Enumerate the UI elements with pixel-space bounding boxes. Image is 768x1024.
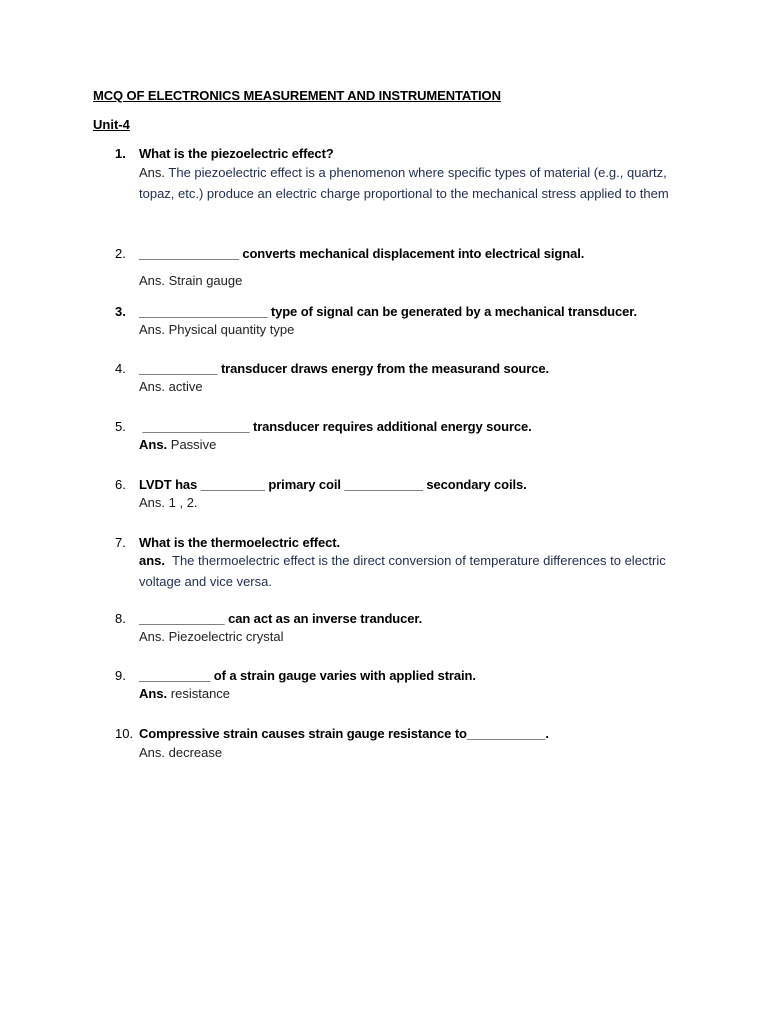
question-number: 2. — [115, 246, 126, 261]
answer-prefix: Ans. — [139, 273, 166, 288]
answer — [139, 551, 679, 592]
answer-text: The thermoelectric effect is the direct conversion of temperature differences to electric voltage and vice versa. — [139, 553, 670, 589]
answer — [139, 627, 679, 648]
answer-prefix: ans. — [139, 553, 166, 568]
answer-prefix: Ans. — [139, 379, 166, 394]
question-text: ____________ can act as an inverse tranducer. — [139, 611, 423, 626]
question-text: Compressive strain causes strain gauge resistance to___________. — [139, 726, 549, 741]
question-number: 4. — [115, 361, 126, 376]
question-text: _______________ transducer requires additional energy source. — [139, 419, 532, 434]
question-text: ___________ transducer draws energy from the measurand source. — [139, 361, 549, 376]
answer-text: resistance — [167, 686, 231, 701]
question-number: 7. — [115, 535, 126, 550]
answer-text: decrease — [165, 745, 223, 760]
question-number: 8. — [115, 611, 126, 626]
answer-text: The piezoelectric effect is a phenomenon where specific types of material (e.g., quartz, topaz, etc.) produce an electric charge proportional to the mechanical stress applied to them — [139, 165, 669, 201]
question-text: LVDT has _________ primary coil ___________ secondary coils. — [139, 477, 527, 492]
document-title: MCQ OF ELECTRONICS MEASUREMENT AND INSTRUMENTATION — [93, 88, 501, 103]
answer — [139, 684, 679, 705]
answer-prefix: Ans. — [139, 686, 168, 701]
question-text: What is the piezoelectric effect? — [139, 146, 334, 161]
unit-label: Unit-4 — [93, 117, 130, 132]
question-number: 10. — [115, 726, 134, 741]
answer-prefix: Ans. — [139, 745, 166, 760]
answer-prefix: Ans. — [139, 165, 166, 180]
answer — [139, 493, 679, 514]
question-text: __________ of a strain gauge varies with applied strain. — [139, 668, 476, 683]
answer-prefix: Ans. — [139, 322, 166, 337]
question-text: ______________ converts mechanical displacement into electrical signal. — [139, 246, 585, 261]
question-number: 3. — [115, 304, 126, 319]
answer-text: active — [165, 379, 203, 394]
question-text: __________________ type of signal can be generated by a mechanical transducer. — [139, 304, 638, 319]
question-text: What is the thermoelectric effect. — [139, 535, 341, 550]
answer-prefix: Ans. — [139, 629, 166, 644]
answer-text: Physical quantity type — [165, 322, 295, 337]
answer-text: Strain gauge — [165, 273, 243, 288]
answer — [139, 435, 679, 456]
question-number: 5. — [115, 419, 126, 434]
question-number: 6. — [115, 477, 126, 492]
answer-prefix: Ans. — [139, 495, 166, 510]
answer-text: Piezoelectric crystal — [165, 629, 284, 644]
answer — [139, 163, 679, 204]
answer-prefix: Ans. — [139, 437, 168, 452]
answer — [139, 320, 679, 341]
answer-text: 1 , 2. — [165, 495, 198, 510]
answer — [139, 271, 679, 292]
question-number: 1. — [115, 146, 126, 161]
question-number: 9. — [115, 668, 126, 683]
answer — [139, 743, 679, 764]
answer — [139, 377, 679, 398]
answer-text: Passive — [167, 437, 217, 452]
